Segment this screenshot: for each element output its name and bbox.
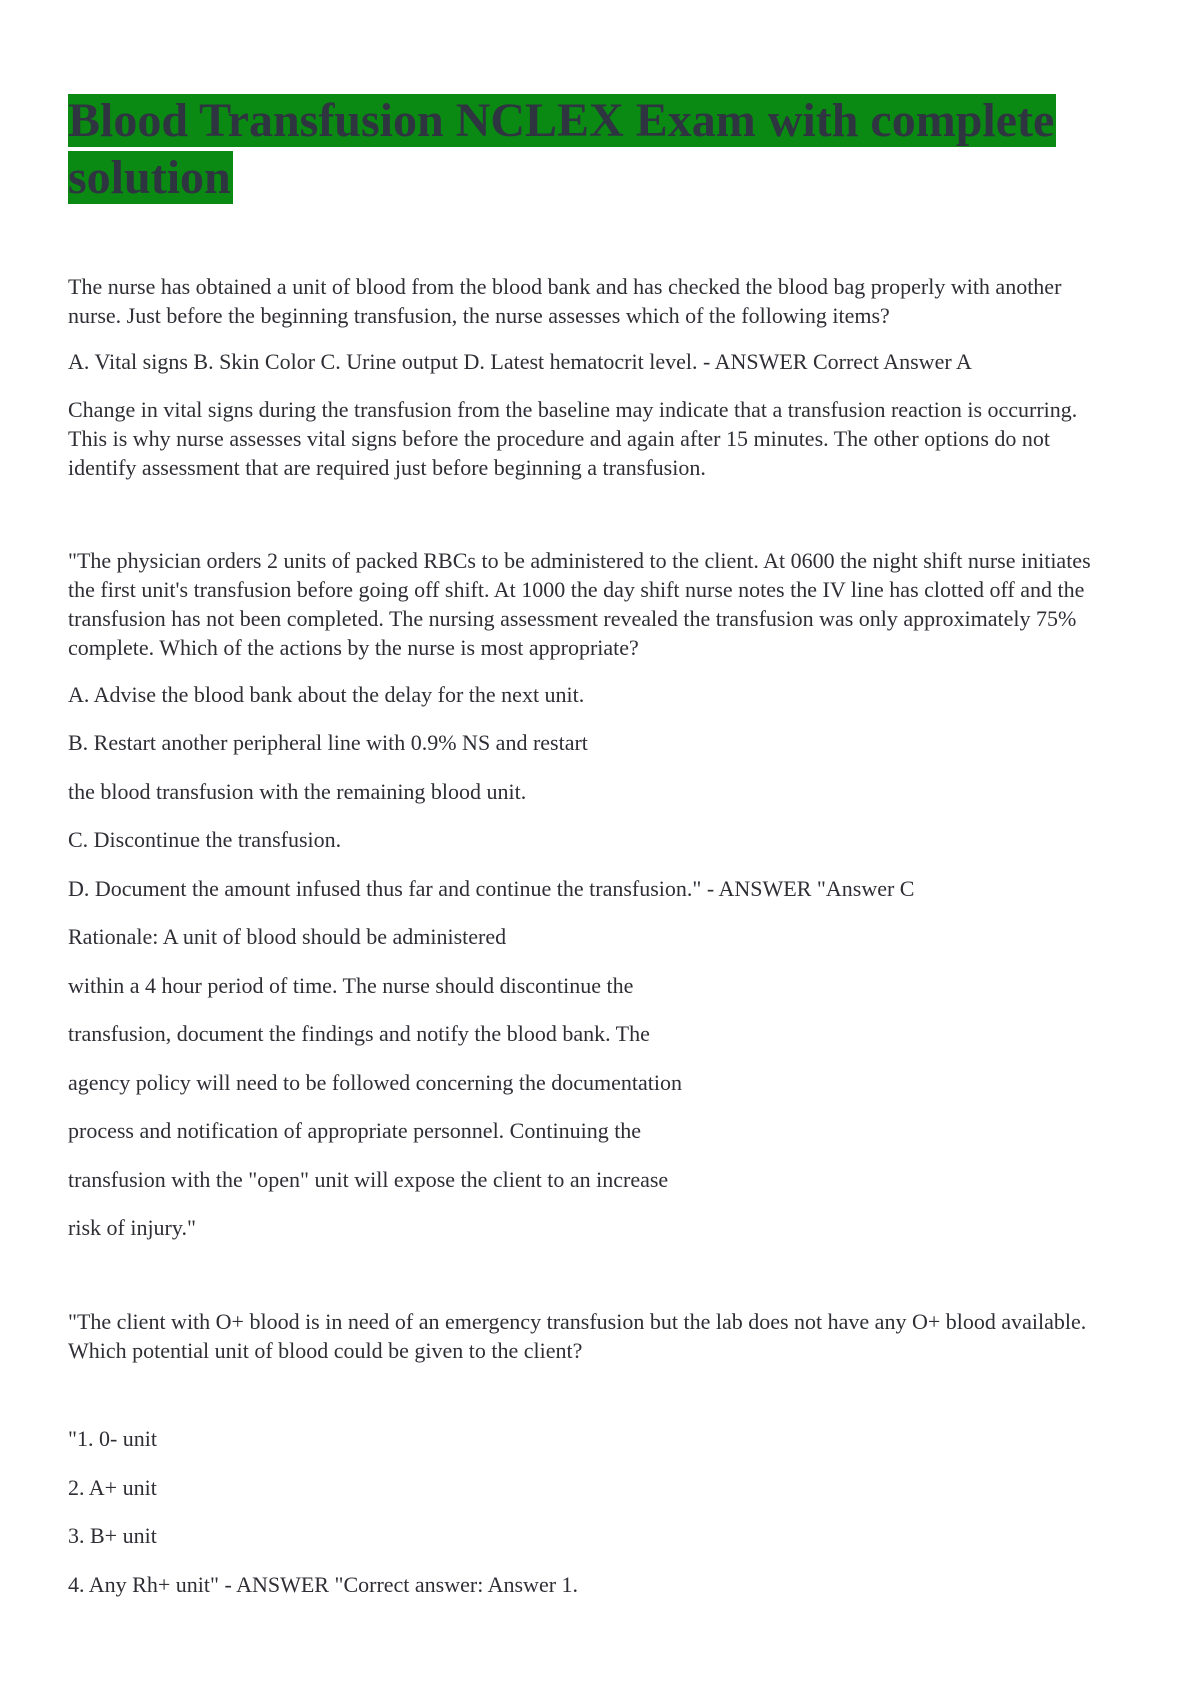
q2-rationale-line-4: agency policy will need to be followed concerning the documentation (68, 1070, 682, 1095)
title-line-2: solution (68, 151, 231, 204)
q2-rationale-line-3: transfusion, document the findings and notify the blood bank. The (68, 1021, 650, 1046)
q2-rationale-line-5: process and notification of appropriate personnel. Continuing the (68, 1118, 642, 1143)
title-line-1: Blood Transfusion NCLEX Exam with complete (68, 94, 1055, 147)
q2-option-d: D. Document the amount infused thus far and continue the transfusion." - ANSWER "Answer C (68, 876, 915, 901)
q2-option-b-line-2: the blood transfusion with the remaining blood unit. (68, 779, 527, 804)
q3-option-1: "1. 0- unit (68, 1426, 158, 1451)
q3-option-3: 3. B+ unit (68, 1523, 157, 1548)
q2-rationale-line-2: within a 4 hour period of time. The nurse should discontinue the (68, 973, 634, 998)
q2-stem: "The physician orders 2 units of packed RBCs to be administered to the client. At 0600 the night shift nurse initiates the first unit's transfusion before going off shift. At 1000 the day shift nurse notes the IV line has clotted off and the transfusion has not been completed. The nursing assessment revealed the transfusion was only approximately 75% complete. Which of the actions by the nurse is most appropriate? (68, 548, 1091, 660)
q2-option-c: C. Discontinue the transfusion. (68, 827, 342, 852)
q3-option-2: 2. A+ unit (68, 1475, 157, 1500)
q2-option-b-line-1: B. Restart another peripheral line with 0.9% NS and restart (68, 730, 588, 755)
q3-stem: "The client with O+ blood is in need of an emergency transfusion but the lab does not have any O+ blood available. Which potential unit of blood could be given to the client? (68, 1309, 1087, 1363)
document-title (68, 92, 1118, 206)
q2-option-a: A. Advise the blood bank about the delay for the next unit. (68, 682, 585, 707)
q2-rationale-line-1: Rationale: A unit of blood should be administered (68, 924, 507, 949)
q1-stem: The nurse has obtained a unit of blood from the blood bank and has checked the blood bag properly with another nurse. Just before the beginning transfusion, the nurse assesses which of the following items? (68, 274, 1062, 328)
q3-option-4: 4. Any Rh+ unit" - ANSWER "Correct answer: Answer 1. (68, 1572, 579, 1597)
q1-options-answer: A. Vital signs B. Skin Color C. Urine output D. Latest hematocrit level. - ANSWER Correct Answer A (68, 349, 972, 374)
q2-rationale-line-6: transfusion with the "open" unit will expose the client to an increase (68, 1167, 669, 1192)
q1-rationale: Change in vital signs during the transfusion from the baseline may indicate that a transfusion reaction is occurring. This is why nurse assesses vital signs before the procedure and again after 15 minutes. The other options do not identify assessment that are required just before beginning a transfusion. (68, 397, 1078, 480)
q2-rationale-line-7: risk of injury." (68, 1215, 196, 1240)
